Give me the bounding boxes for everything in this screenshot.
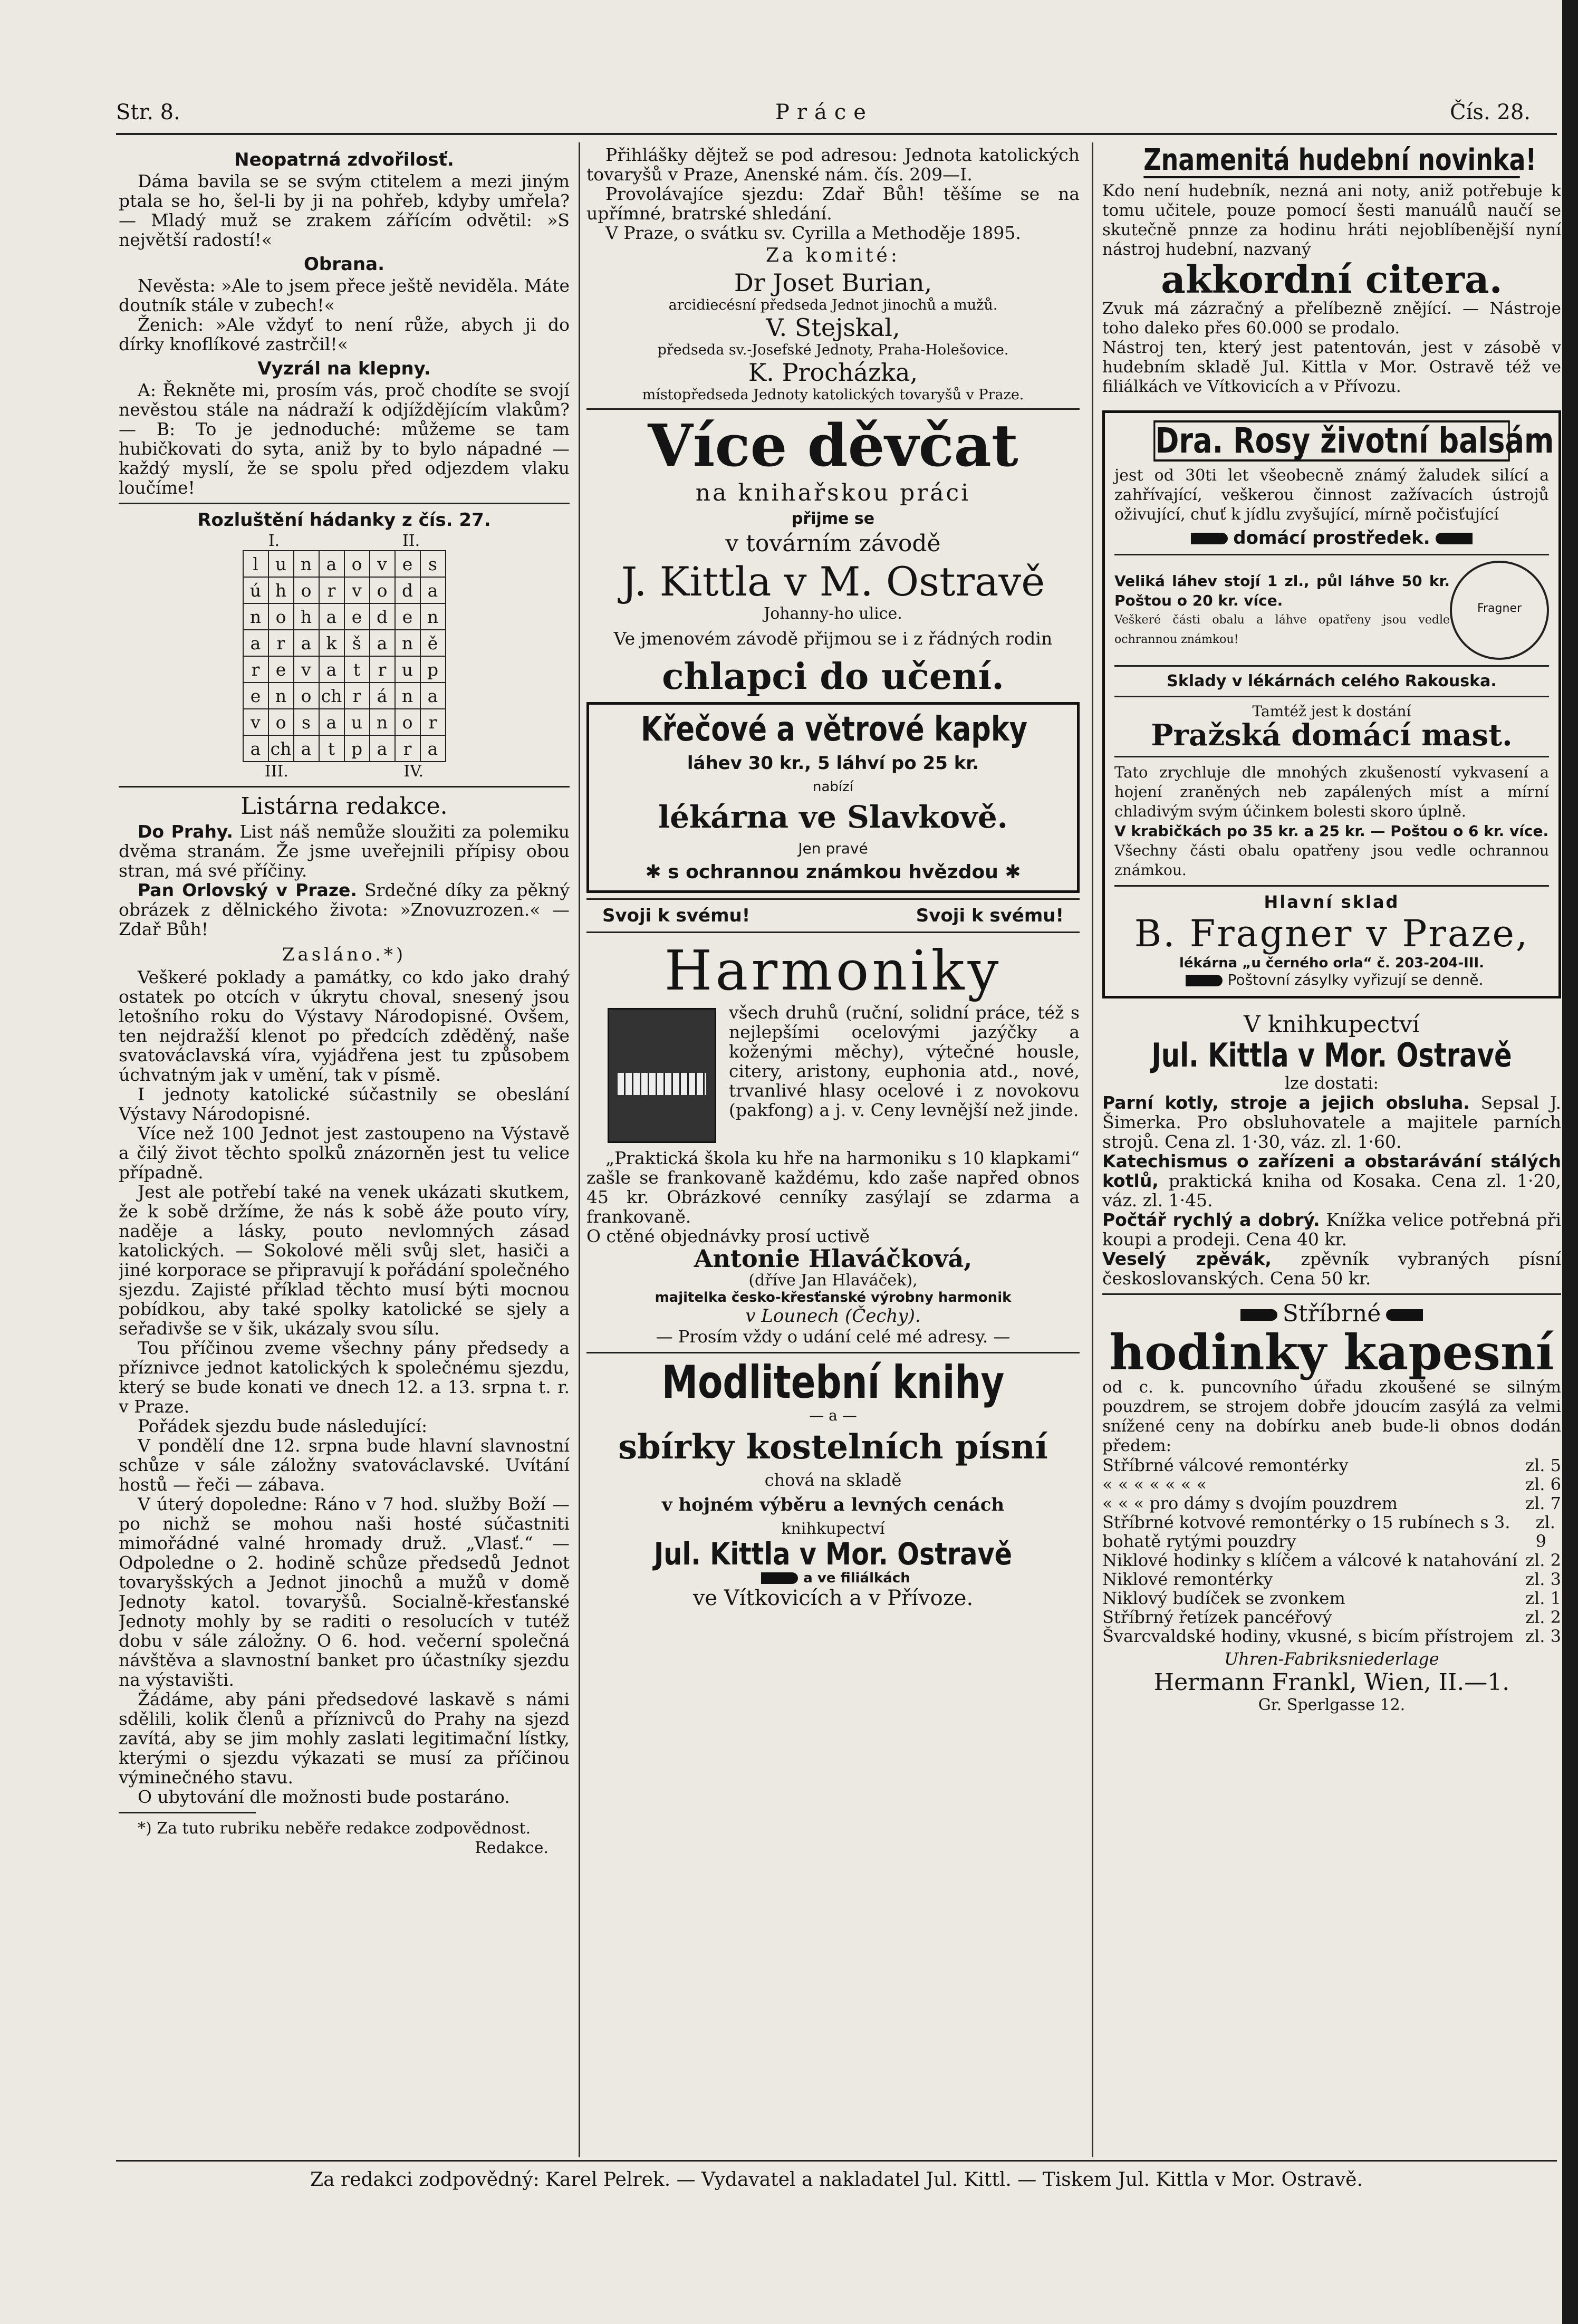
puzzle-cell: u	[395, 656, 420, 683]
article-text: Přihlášky dějtež se pod adresou: Jednota katolických tovaryšů v Praze, Anenské nám. čís. 209—I.	[586, 145, 1080, 185]
column-1	[119, 145, 570, 2155]
price-item-name: Niklové remontérky	[1102, 1569, 1273, 1590]
ad-text: Hlavní sklad	[1264, 892, 1400, 913]
roman-label: III.	[264, 762, 288, 781]
ad-prayer-books	[586, 1356, 1080, 1610]
section-heading: Zasláno.*)	[282, 944, 407, 965]
signatory-title: místopředseda Jednoty katolických tovaryšů v Praze.	[642, 387, 1024, 403]
ad-pharmacy: lékárna ve Slavkově.	[658, 799, 1008, 836]
price-item	[1102, 1551, 1561, 1570]
roman-label: IV.	[403, 762, 424, 781]
puzzle-cell: k	[319, 630, 344, 656]
pointing-hand-icon	[1436, 533, 1473, 544]
slogan: Svoji k svému!	[602, 905, 750, 926]
ad-firm: Hermann Frankl, Wien, II.—1.	[1153, 1669, 1510, 1696]
divider	[119, 786, 570, 788]
puzzle-row	[243, 577, 446, 603]
ad-address: lékárna „u černého orla“ č. 203-204-III.	[1179, 955, 1485, 972]
puzzle-cell: á	[370, 683, 395, 709]
column-2	[586, 145, 1080, 2155]
puzzle-cell: v	[344, 577, 370, 603]
ad-text: Tato zrychluje dle mnohých zkušeností vykvasení a hojení zraněných neb zapálených míst a mírní chladivým svým účinkem bolesti skoro úplně.	[1114, 763, 1549, 821]
ad-street: Johanny-ho ulice.	[764, 604, 902, 623]
fragner-eagle-badge	[1450, 561, 1549, 660]
ad-text: V knihkupectví	[1244, 1011, 1420, 1039]
puzzle-cell: n	[243, 603, 268, 630]
puzzle-cell: n	[395, 630, 420, 656]
book-title: Parní kotly, stroje a jejich obsluha.	[1102, 1092, 1470, 1113]
joke-text: Ženich: »Ale vždyť to není růže, abych ji do dírky knoflíkové zastrčil!«	[119, 314, 570, 354]
ad-branch: a ve filiálkách	[803, 1570, 910, 1586]
puzzle-cell: o	[268, 709, 294, 735]
divider	[1114, 885, 1549, 887]
ad-owner: Antonie Hlaváčková,	[694, 1244, 973, 1273]
note-text: Srdečné díky za pěkný obrázek z dělnického života: »Znovuzrozen.« — Zdař Bůh!	[119, 880, 570, 939]
article-text: O ubytování dle možnosti bude postaráno.	[138, 1787, 510, 1807]
joke-heading: Vyzrál na klepny.	[257, 358, 431, 379]
ad-text: Jen pravé	[798, 839, 868, 857]
puzzle-cell: o	[294, 683, 319, 709]
ad-price: Veliká láhev stojí 1 zl., půl láhve 50 kr. Poštou o 20 kr. více.	[1114, 572, 1450, 609]
signatory-name: V. Stejskal,	[766, 313, 900, 342]
puzzle-cell: r	[370, 656, 395, 683]
puzzle-grid	[243, 550, 446, 762]
ad-text: Sklady v lékárnách celého Rakouska.	[1167, 671, 1497, 690]
puzzle-cell: s	[420, 551, 446, 577]
puzzle-cell: o	[268, 603, 294, 630]
puzzle-cell: r	[344, 683, 370, 709]
puzzle-row	[243, 630, 446, 656]
ad-text: v továrním závodě	[725, 530, 941, 557]
price-item-price: zl. 7	[1525, 1493, 1561, 1514]
book-title: Veselý zpěvák,	[1102, 1248, 1272, 1269]
ad-title: Harmoniky	[664, 938, 1002, 1003]
newspaper-title: Práce	[775, 100, 873, 124]
ad-text: majitelka česko-křesťanské výrobny harmonik	[655, 1290, 1012, 1306]
puzzle-cell: a	[319, 656, 344, 683]
puzzle-row	[243, 551, 446, 577]
article-text: Provolávajíce sjezdu: Zdař Bůh! těšíme se na upřímné, bratrské shledání.	[586, 184, 1080, 224]
imprint-text: Za redakci zodpovědný: Karel Pelrek. — Vydavatel a nakladatel Jul. Kittl. — Tiskem Jul. Kittla v Mor. Ostravě.	[310, 2169, 1363, 2191]
price-item-name: Stříbrný řetízek pancéřový	[1102, 1607, 1332, 1628]
article-text: V Praze, o svátku sv. Cyrilla a Methoděje 1895.	[605, 223, 1021, 243]
book-entry	[1102, 1151, 1561, 1210]
ad-balsam	[1102, 410, 1561, 998]
puzzle-row	[243, 709, 446, 735]
ad-bookbinding	[586, 411, 1080, 698]
puzzle-cell: v	[294, 656, 319, 683]
divider	[1114, 554, 1549, 555]
ad-title: chlapci do učení.	[662, 655, 1004, 698]
puzzle-cell: a	[370, 735, 395, 762]
ad-price: láhev 30 kr., 5 láhví po 25 kr.	[687, 753, 979, 774]
price-item-name: « « « pro dámy s dvojím pouzdrem	[1102, 1493, 1398, 1514]
ad-text: od c. k. puncovního úřadu zkoušené se silným pouzdrem, se strojem dobře jdoucím zasýlá za velmi snížené ceny na dobírku aneb bude-li obnos dodán předem:	[1102, 1378, 1561, 1456]
ad-price: V krabičkách po 35 kr. a 25 kr. — Poštou o 6 kr. více.	[1114, 822, 1549, 840]
puzzle-cell: ě	[420, 630, 446, 656]
puzzle-cell: r	[243, 656, 268, 683]
puzzle-row	[243, 656, 446, 683]
puzzle-cell: a	[319, 603, 344, 630]
harmonium-keys	[618, 1073, 706, 1095]
pointing-hand-icon	[1186, 975, 1223, 986]
price-item-price: zl. 1	[1525, 1588, 1561, 1609]
puzzle-cell: p	[420, 656, 446, 683]
harmonium-illustration	[608, 1008, 716, 1143]
article-text: Více než 100 Jednot jest zastoupeno na Výstavě a čilý život těchto spolků znázorněn jest tu velice případně.	[119, 1123, 570, 1183]
price-item-name: Niklové hodinky s klíčem a válcové k natahování	[1102, 1550, 1518, 1571]
price-item-price: zl. 3	[1525, 1569, 1561, 1590]
ad-title: sbírky kostelních písní	[618, 1427, 1048, 1467]
ad-text: Kdo není hudebník, nezná ani noty, aniž potřebuje k tomu učitele, pouze pomocí šesti manuálů naučí se skutečně pnnze za hodinu hráti nejoblíbenější nyní nástroj hudební, nazvaný	[1102, 181, 1561, 259]
pointing-hand-icon	[1386, 1309, 1423, 1321]
signatory-title: předseda sv.-Josefské Jednoty, Praha-Holešovice.	[657, 342, 1009, 358]
puzzle-cell: n	[420, 603, 446, 630]
price-item-name: Stříbrné kotvové remontérky o 15 rubínech s 3. bohatě rytými pouzdry	[1102, 1512, 1510, 1552]
puzzle-cell: a	[420, 683, 446, 709]
puzzle-cell: d	[395, 577, 420, 603]
puzzle-cell: u	[344, 709, 370, 735]
ad-text: Veškeré části obalu a láhve opatřeny jsou vedle ochrannou známkou!	[1114, 613, 1450, 646]
ad-trademark: ✱ s ochrannou známkou hvězdou ✱	[645, 861, 1021, 883]
ad-pre-title	[1102, 1300, 1561, 1327]
puzzle-cell: h	[294, 603, 319, 630]
price-item-name: Stříbrné válcové remontérky	[1102, 1455, 1349, 1476]
book-title: Katechismus o zařízeni a obstarávání stálých kotlů,	[1102, 1150, 1561, 1191]
header-rule	[116, 133, 1557, 135]
puzzle-cell: r	[319, 577, 344, 603]
ad-firm: Jul. Kittla v Mor. Ostravě	[653, 1535, 1013, 1572]
price-item	[1102, 1494, 1561, 1513]
puzzle-cell: r	[420, 709, 446, 735]
footnote-rule	[119, 1812, 256, 1813]
trademark-text: s ochrannou známkou hvězdou	[668, 861, 998, 883]
pointing-hand-icon	[1191, 533, 1228, 544]
divider	[1102, 1293, 1561, 1295]
committee-label: Za komité:	[766, 245, 900, 266]
pre-title-text: Stříbrné	[1282, 1300, 1381, 1327]
ad-product: Pražská domácí mast.	[1151, 717, 1513, 753]
price-item	[1102, 1589, 1561, 1608]
issue-number: Čís. 28.	[1450, 100, 1531, 124]
ad-text	[586, 1570, 1080, 1586]
ad-drops	[586, 702, 1080, 893]
price-item	[1102, 1456, 1561, 1475]
puzzle-row	[243, 603, 446, 630]
joke-text: Nevěsta: »Ale to jsem přece ještě neviděla. Máte doutník stále v zubech!«	[119, 275, 570, 315]
ad-text: jest od 30ti let všeobecně známý žaludek silící a zahřívající, veškerou činnost zažívacích ústrojů oživující, chuť k jídlu zvyšující, mírně počisťující	[1114, 466, 1549, 524]
puzzle-cell: ú	[243, 577, 268, 603]
price-item-name: Niklový budíček se zvonkem	[1102, 1588, 1345, 1609]
book-title: Počtář rychlý a dobrý.	[1102, 1209, 1320, 1230]
puzzle-cell: e	[268, 656, 294, 683]
ad-town: v Lounech (Čechy).	[745, 1305, 921, 1327]
ad-text: (dříve Jan Hlaváček),	[748, 1271, 918, 1290]
page-number: Str. 8.	[116, 100, 180, 124]
footnote-signature: Redakce.	[475, 1839, 549, 1857]
puzzle-cell: a	[420, 735, 446, 762]
note-addressee: Pan Orlovský v Praze.	[138, 880, 357, 900]
puzzle-row	[243, 683, 446, 709]
puzzle-cell: n	[294, 551, 319, 577]
ad-text: Tamtéž jest k dostání	[1252, 702, 1411, 720]
ad-text: ve Vítkovicích a v Přívoze.	[692, 1586, 974, 1610]
column-divider	[579, 142, 580, 2157]
joke-heading: Obrana.	[303, 254, 385, 275]
puzzle-cell: ch	[268, 735, 294, 762]
note-addressee: Do Prahy.	[138, 821, 233, 842]
article-text: V úterý dopoledne: Ráno v 7 hod. služby Boží — po nichž se mohou naši hosté súčastniti mimořádné valné hromady druž. „Vlasť.“ — Odpoledne o 2. hodině schůze předsedů Jednot tovaryšských a Jednot jinochů a mužů v domě Jednoty katol. tovaryšů. Socialně-křesťanské Jednoty mohly by se raditi o resolucích v tutéž dobu v sále záložny. O 6. hod. večerní společná návštěva a slavnostní banket pro účastníky sjezdu na výstavišti.	[119, 1494, 570, 1690]
divider	[1114, 756, 1549, 757]
joke-text: A: Řekněte mi, prosím vás, proč chodíte se svojí nevěstou stále na nádraží k odjíždějícím vlakům? — B: To je jednoduché: můžeme se tam hubičkovati do syta, aniž by to bylo nápadné — každý myslí, že se spolu před odjezdem vlaku loučíme!	[119, 380, 570, 498]
roman-label: II.	[402, 532, 420, 550]
price-item	[1102, 1627, 1561, 1646]
ad-text: chová na skladě	[764, 1470, 902, 1490]
puzzle-cell: r	[268, 630, 294, 656]
price-item-price: zl. 3	[1525, 1626, 1561, 1647]
ad-text: O ctěné objednávky prosí uctivě	[586, 1225, 870, 1246]
puzzle-cell: o	[370, 577, 395, 603]
ad-text: Ve jmenovém závodě přijmou se i z řádných rodin	[613, 628, 1053, 649]
puzzle-cell: l	[243, 551, 268, 577]
article-text: Veškeré poklady a památky, co kdo jako drahý ostatek po otcích v úkrytu choval, snesený jsou letošního roku do Výstavy Národopisné. Ovšem, ten nejdražší klenot po předcích zděděný, naše svatováclavská víra, vyjádřena jest tu způsobem úchvatným jak v umění, tak v písmě.	[119, 967, 570, 1085]
ad-text: Všechny části obalu opatřeny jsou vedle ochrannou známkou.	[1114, 842, 1549, 879]
slogan: Svoji k svému!	[916, 905, 1064, 926]
puzzle-cell: r	[395, 735, 420, 762]
ad-firm: B. Fragner v Praze,	[1134, 912, 1529, 956]
footnote: *) Za tuto rubriku neběře redakce zodpovědnost.	[138, 1819, 531, 1838]
section-heading: Listárna redakce.	[240, 793, 448, 820]
price-item-price: zl. 2	[1525, 1550, 1561, 1571]
puzzle-cell: e	[344, 603, 370, 630]
ad-text: Uhren-Fabriksniederlage	[1224, 1649, 1439, 1669]
price-item-price: zl. 2	[1525, 1607, 1561, 1628]
divider	[586, 931, 1080, 933]
puzzle-cell: u	[268, 551, 294, 577]
puzzle-cell: ch	[319, 683, 344, 709]
puzzle-cell: o	[395, 709, 420, 735]
price-item	[1102, 1570, 1561, 1589]
puzzle-cell: a	[420, 577, 446, 603]
ad-bookshop	[1102, 1011, 1561, 1288]
article-text: Tou příčinou zveme všechny pány předsedy a příznivce jednot katolických k společnému sjezdu, který se bude konati ve dnech 12. a 13. srpna t. r. v Praze.	[119, 1338, 570, 1417]
pointing-hand-icon	[1240, 1309, 1277, 1321]
price-item-price: zl. 6	[1525, 1474, 1561, 1495]
puzzle-cell: p	[344, 735, 370, 762]
badge-text: Fragner	[1477, 601, 1522, 615]
price-item-price: zl. 5	[1525, 1455, 1561, 1476]
pointing-hand-icon	[761, 1572, 798, 1584]
ad-firm: Jul. Kittla v Mor. Ostravě	[1151, 1036, 1512, 1075]
ad-text: Nástroj ten, který jest patentován, jest v zásobě v hudebním skladě Jul. Kittla v Mor. Ostravě též ve filiálkách ve Vítkovicích a v Přívozu.	[1102, 338, 1561, 397]
joke-heading: Neopatrná zdvořilosť.	[234, 149, 454, 170]
note-text: List náš nemůže sloužiti za polemiku dvěma stranám. Že jsme uveřejnili přípisy obou stran, má své příčiny.	[119, 821, 570, 881]
column-divider	[1092, 142, 1093, 2157]
ad-text: lze dostati:	[1284, 1072, 1379, 1093]
puzzle-cell: š	[344, 630, 370, 656]
divider	[1114, 665, 1549, 667]
ad-text: „Praktická škola ku hře na harmoniku s 10 klapkami“ zašle se frankovaně každému, kdo zaše napřed obnos 45 kr. Obrázkové cenníky zasýlají se zdarma a frankovaně.	[586, 1147, 1080, 1227]
ad-address: Gr. Sperlgasse 12.	[1258, 1696, 1406, 1715]
puzzle-cell: a	[294, 630, 319, 656]
book-entry	[1102, 1210, 1561, 1249]
puzzle-cell: d	[370, 603, 395, 630]
puzzle-cell: t	[344, 656, 370, 683]
post-label: Poštovní zásylky vyřizují se denně.	[1227, 971, 1484, 989]
puzzle-cell: v	[370, 551, 395, 577]
book-entry	[1102, 1093, 1561, 1151]
joke-text: Dáma bavila se se svým ctitelem a mezi jiným ptala se ho, šel-li by ji na pohřeb, kdyby umřela? — Mladý muž se zrakem zářícím odvětil: »S největší radostí!«	[119, 171, 570, 250]
puzzle-cell: n	[395, 683, 420, 709]
price-item-price: zl. 9	[1535, 1512, 1555, 1552]
article-text: Jest ale potřebí také na venek ukázati skutkem, že k sobě držíme, že nás k sobě áže pouto víry, naděje a lásky, pouto nevlomných zásad katolických. — Sokolové měli svůj slet, hasiči a jiné korporace se připravují k pořádání společného sjezdu. Zajisté příklad těchto musí býti mocnou pobídkou, aby také spolky katolické se sjely a seřadivše se v šik, ukázaly svou sílu.	[119, 1182, 570, 1339]
divider	[586, 408, 1080, 410]
ad-text: nabízí	[812, 779, 853, 795]
price-item-name: « « « « « « «	[1102, 1474, 1207, 1495]
puzzle-cell: a	[370, 630, 395, 656]
ad-zither	[1102, 145, 1561, 397]
ad-text: knihkupectví	[781, 1519, 885, 1538]
ad-text: všech druhů (ruční, solidní práce, též s nejlepšími ocelovými jazýčky a koženými měchy), výtečné housle, citery, aristony, euphonia atd., nové, trvanlivé hlasy ocelové i z novokovu (pakfong) a j. v. Ceny levnější než jinde.	[729, 1002, 1080, 1120]
puzzle-row	[243, 735, 446, 762]
slogan-row	[586, 905, 1080, 926]
puzzle-cell: s	[294, 709, 319, 735]
puzzle-cell: a	[319, 551, 344, 577]
imprint-footer	[116, 2160, 1557, 2191]
ad-text: — Prosím vždy o udání celé mé adresy. —	[656, 1327, 1011, 1347]
roman-label: I.	[268, 532, 280, 550]
article-text: Pořádek sjezdu bude následující:	[138, 1416, 428, 1436]
puzzle-cell: n	[268, 683, 294, 709]
puzzle-cell: e	[395, 603, 420, 630]
ad-product: akkordní citera.	[1161, 256, 1503, 302]
scan-edge	[1562, 0, 1578, 2324]
ad-text: — a —	[809, 1406, 857, 1424]
puzzle-cell: a	[319, 709, 344, 735]
signatory-title: arcidiecésní předseda Jednot jinochů a mužů.	[668, 297, 998, 313]
signatory-name: K. Procházka,	[748, 358, 918, 387]
article-text: Žádáme, aby páni předsedové laskavě s námi sdělili, kolik členů a příznivců do Prahy na sjezd zavítá, aby se jim mohly zaslati legitimační lístky, kterými o sjezdu výkazati se musí za příčinou výminečného stavu.	[119, 1689, 570, 1788]
page-header	[116, 100, 1546, 137]
ad-title: Modlitební knihy	[661, 1356, 1005, 1409]
puzzle-cell: e	[395, 551, 420, 577]
book-desc: Sepsal J. Šimerka. Pro obsluhovatele a majitele parních strojů. Cena zl. 1·30, váz. zl. 1·60.	[1102, 1092, 1561, 1152]
divider	[119, 503, 570, 504]
puzzle-heading: Rozluštění hádanky z čís. 27.	[197, 510, 491, 531]
signatory-name: Dr Joset Burian,	[734, 268, 932, 297]
ad-text: v hojném výběru a levných cenách	[661, 1494, 1005, 1515]
ad-subtitle: na knihařskou práci	[695, 479, 971, 506]
ad-firm: J. Kittla v M. Ostravě	[621, 558, 1045, 605]
ad-harmonicas	[586, 938, 1080, 1347]
divider	[586, 898, 1080, 900]
puzzle-labels-bottom	[207, 762, 482, 781]
remedy-label: domácí prostředek.	[1233, 527, 1430, 549]
book-entry	[1102, 1249, 1561, 1288]
book-desc: zpěvník vybraných písní českoslovanských. Cena 50 kr.	[1102, 1248, 1561, 1289]
book-desc: Knížka velice potřebná při koupi a prodeji. Cena 40 kr.	[1102, 1209, 1561, 1250]
ad-text: Zvuk má zázračný a přelíbezně znějící. — Nástroje toho dalekо přes 60.000 se prodalo.	[1102, 299, 1561, 338]
puzzle-cell: v	[243, 709, 268, 735]
ad-title: Znamenitá hudební novinka!	[1143, 145, 1537, 177]
puzzle-cell: t	[319, 735, 344, 762]
ad-text: přijme se	[791, 509, 875, 528]
price-item-name: Švarcvaldské hodiny, vkusné, s bicím přístrojem	[1102, 1626, 1514, 1647]
divider	[1114, 696, 1549, 697]
ad-title: Více děvčat	[648, 411, 1018, 479]
column-3	[1102, 145, 1561, 2155]
puzzle-cell: h	[268, 577, 294, 603]
ad-watches	[1102, 1300, 1561, 1715]
article-text: I jednoty katolické súčastnily se obeslání Výstavy Národopisné.	[119, 1084, 570, 1124]
ad-title: hodinky kapesní	[1109, 1323, 1554, 1381]
puzzle-cell: o	[344, 551, 370, 577]
ad-title: Dra. Rosy životní balsám	[1153, 420, 1510, 461]
puzzle-cell: o	[294, 577, 319, 603]
puzzle-labels-top	[207, 532, 482, 550]
puzzle-cell: a	[294, 735, 319, 762]
puzzle-cell: n	[370, 709, 395, 735]
article-text: V pondělí dne 12. srpna bude hlavní slavnostní schůze v sále záložny svatováclavské. Uvítání hostů — řeči — zábava.	[119, 1435, 570, 1495]
price-item	[1102, 1475, 1561, 1494]
puzzle-cell: a	[243, 630, 268, 656]
editor-note	[119, 880, 570, 939]
book-desc: praktická kniha od Kosaka. Cena zl. 1·20, váz. zl. 1·45.	[1102, 1170, 1561, 1211]
divider	[586, 1352, 1080, 1353]
ad-text	[1114, 971, 1549, 988]
ad-title: Křečové a větrové kapky	[641, 709, 1027, 749]
ad-remedy	[1114, 527, 1549, 549]
editor-note	[119, 822, 570, 880]
price-item	[1102, 1608, 1561, 1627]
price-item	[1102, 1513, 1561, 1551]
puzzle-cell: a	[243, 735, 268, 762]
puzzle-cell: e	[243, 683, 268, 709]
